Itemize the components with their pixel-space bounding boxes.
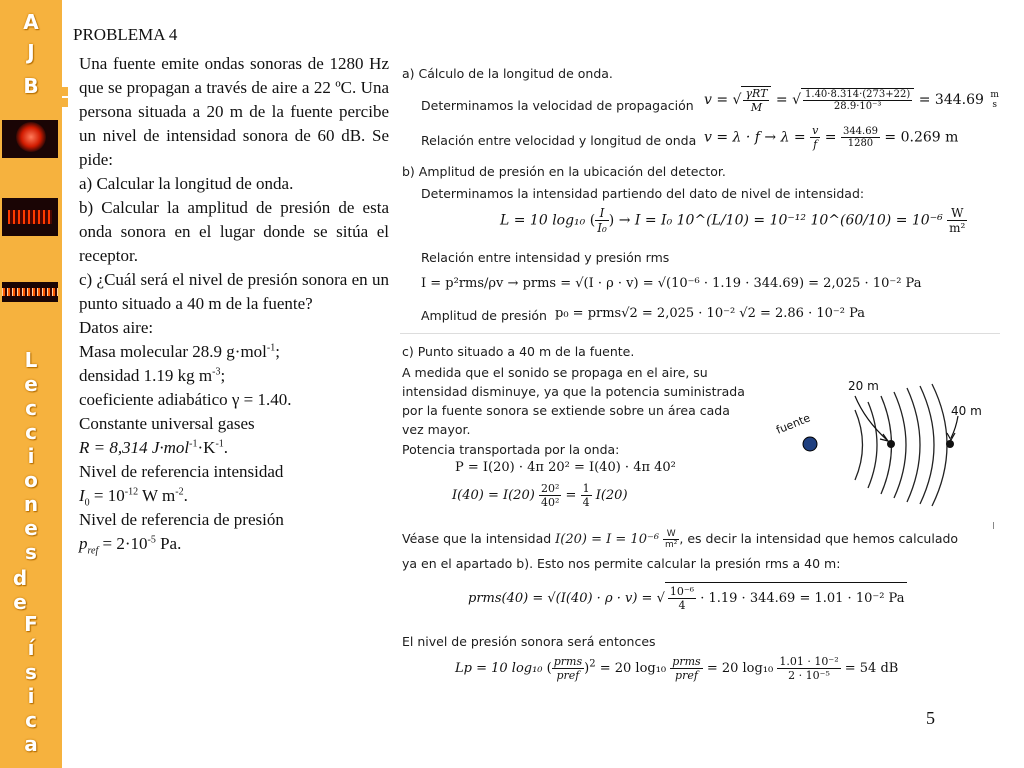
solution-c-power-label: Potencia transportada por la onda: xyxy=(402,442,620,457)
source-dot xyxy=(803,437,817,451)
solution-c-level-label: El nivel de presión sonora será entonces xyxy=(402,634,656,649)
solution-c-prms-eq: prms(40) = √(I(40) · ρ · v) = √ $\frac{\text{10⁻⁶}}{4}$ · 1.19 · 344.69 = 1.01 · 10⁻² Pa xyxy=(468,582,907,614)
sidebar-letter: B xyxy=(23,74,39,98)
solution-a-velocity-eq: v = √ $\frac{\text{γRT}}{M}$ = √ $\frac{1.40\cdot 8.314\cdot(273+22)}{\text{28.9·10⁻³}}$ = 344.69 m s xyxy=(704,87,999,114)
solution-c-level-eq: Lp = 10 log₁₀ ( $\frac{\text{prms}}{\text{pref}}$ )$^2$ = 20 log₁₀ $\frac{\text{prms}}{\text{pref}}$ = 20 log₁₀ $\frac{\text{1.01 · 10⁻²}}{\text{2 · 10⁻⁵}}$ = 54 dB xyxy=(455,655,899,682)
sound-wave-diagram xyxy=(760,370,995,520)
solution-b-prms-eq: I = p²rms/ρv → prms = √(I · ρ · v) = √(10⁻⁶ · 1.19 · 344.69) = 2,025 · 10⁻² Pa xyxy=(421,276,922,291)
solution-b-amplitude-eq: p₀ = prms√2 = 2,025 · 10⁻² √2 = 2.86 · 10⁻² Pa xyxy=(555,306,866,321)
problem-title: PROBLEMA 4 xyxy=(73,25,178,44)
ref-intensidad: $I_0 = 10^{-12}$ W $m^{-2}$. xyxy=(79,486,188,509)
item-a: a) Calcular la longitud de onda. xyxy=(79,174,294,193)
datos-title: Datos aire: xyxy=(79,318,154,337)
solution-c-text: vez mayor. xyxy=(402,422,471,437)
sidebar-photo-strip xyxy=(2,282,58,302)
sidebar-letter: a xyxy=(24,732,38,756)
solution-b-level-eq: L = 10 log₁₀ ( $\frac{I}{\text{I₀}}$ ) → I = I₀ 10^(L/10) = 10⁻¹² 10^(60/10) = 10⁻⁶ $\frac{W}{\text{m²}}$ xyxy=(500,206,966,235)
ref-presion-title: Nivel de referencia de presión xyxy=(79,510,284,529)
solution-c-text: intensidad disminuye, ya que la potencia suministrada xyxy=(402,384,745,399)
ref-presion: $p_{ref} = 2\cdot 10^{-5}$ Pa. xyxy=(79,534,182,557)
solution-b-title: b) Amplitud de presión en la ubicación del detector. xyxy=(402,164,726,179)
solution-b-intensity-label: Determinamos la intensidad partiendo del dato de nivel de intensidad: xyxy=(421,186,865,201)
solution-c-power-eq: P = I(20) · 4π 20² = I(40) · 4π 40² xyxy=(455,460,676,475)
sidebar-letter: i xyxy=(27,444,35,468)
solution-c-vease-text: ya en el apartado b). Esto nos permite calcular la presión rms a 40 m: xyxy=(402,556,841,571)
divider xyxy=(400,333,1000,334)
solution-b-relation-label: Relación entre intensidad y presión rms xyxy=(421,250,670,265)
tick-mark xyxy=(993,522,994,529)
item-c: c) ¿Cuál será el nivel de presión sonora en un punto situado a 40 m de la fuente? xyxy=(79,270,389,313)
solution-a-velocity-label: Determinamos la velocidad de propagación xyxy=(421,98,694,113)
solution-b-amplitude-label: Amplitud de presión xyxy=(421,308,547,323)
masa-molecular: Masa molecular 28.9 g·mol$^{-1}$; xyxy=(79,342,280,361)
solution-a-relation-label: Relación entre velocidad y longitud de onda xyxy=(421,133,697,148)
sidebar-notch xyxy=(60,87,68,96)
constante-r: R = 8,314 $J\cdot mol^{-1}\cdot K^{-1}$. xyxy=(79,438,229,457)
densidad: densidad 1.19 kg $m^{-3}$; xyxy=(79,366,226,385)
solution-c-title: c) Punto situado a 40 m de la fuente. xyxy=(402,344,635,359)
sidebar-letter: c xyxy=(25,420,37,444)
sidebar-notch xyxy=(60,98,68,107)
sidebar-letter: e xyxy=(13,590,27,614)
solution-c-text: por la fuente sonora se extiende sobre un área cada xyxy=(402,403,730,418)
label-20m: 20 m xyxy=(848,379,879,393)
sidebar-letter: e xyxy=(24,516,38,540)
sidebar-letter: d xyxy=(12,566,28,590)
sidebar-letter: c xyxy=(25,396,37,420)
constante-gases-title: Constante universal gases xyxy=(79,414,255,433)
sidebar-letter: í xyxy=(27,636,35,660)
label-40m: 40 m xyxy=(951,404,982,418)
sidebar-photo-laser xyxy=(2,120,58,158)
sidebar-letter: s xyxy=(25,540,37,564)
sidebar-letter: c xyxy=(25,708,37,732)
sidebar-banner xyxy=(0,0,62,768)
sidebar-letter: L xyxy=(24,348,38,372)
sidebar-photo-spectrum xyxy=(2,198,58,236)
label-fuente: fuente xyxy=(774,411,813,437)
coeficiente-adiabatico: coeficiente adiabático γ = 1.40. xyxy=(79,390,292,409)
solution-c-vease-text: Véase que la intensidad I(20) = I = 10⁻⁶ $\frac{W}{\text{m²}}$ , es decir la intensidad que hemos calculado xyxy=(402,529,959,550)
sidebar-letter: F xyxy=(24,612,38,636)
sidebar-letter: e xyxy=(24,372,38,396)
ref-intensidad-title: Nivel de referencia intensidad xyxy=(79,462,284,481)
page-number: 5 xyxy=(926,708,935,728)
sidebar-letter: s xyxy=(25,660,37,684)
solution-c-intensity-eq: I(40) = I(20) $\frac{\text{20²}}{\text{40²}}$ = $\frac{1}{4}$ I(20) xyxy=(452,482,628,509)
solution-a-title: a) Cálculo de la longitud de onda. xyxy=(402,66,613,81)
solution-c-text: A medida que el sonido se propaga en el aire, su xyxy=(402,365,708,380)
statement-text: Una fuente emite ondas sonoras de 1280 Hz que se propagan a través de aire a 22 ºC. Una persona situada a 20 m de la fuente percibe un nivel de intensidad sonora de 60 dB. Se pide: xyxy=(79,54,389,169)
sidebar-letter: A xyxy=(23,10,39,34)
sidebar-letter: o xyxy=(24,468,38,492)
item-b: b) Calcular la amplitud de presión de esta onda sonora en el lugar donde se sitúa el receptor. xyxy=(79,198,389,265)
sidebar-letter: J xyxy=(27,40,35,64)
sidebar-letter: i xyxy=(27,684,35,708)
receiver-40m-dot xyxy=(946,440,954,448)
problem-statement xyxy=(79,52,389,556)
solution-a-wavelength-eq: v = λ · f → λ = $\frac{v}{f}$ = $\frac{344.69}{1280}$ = 0.269 m xyxy=(704,124,959,151)
sidebar-letter: n xyxy=(23,492,39,516)
